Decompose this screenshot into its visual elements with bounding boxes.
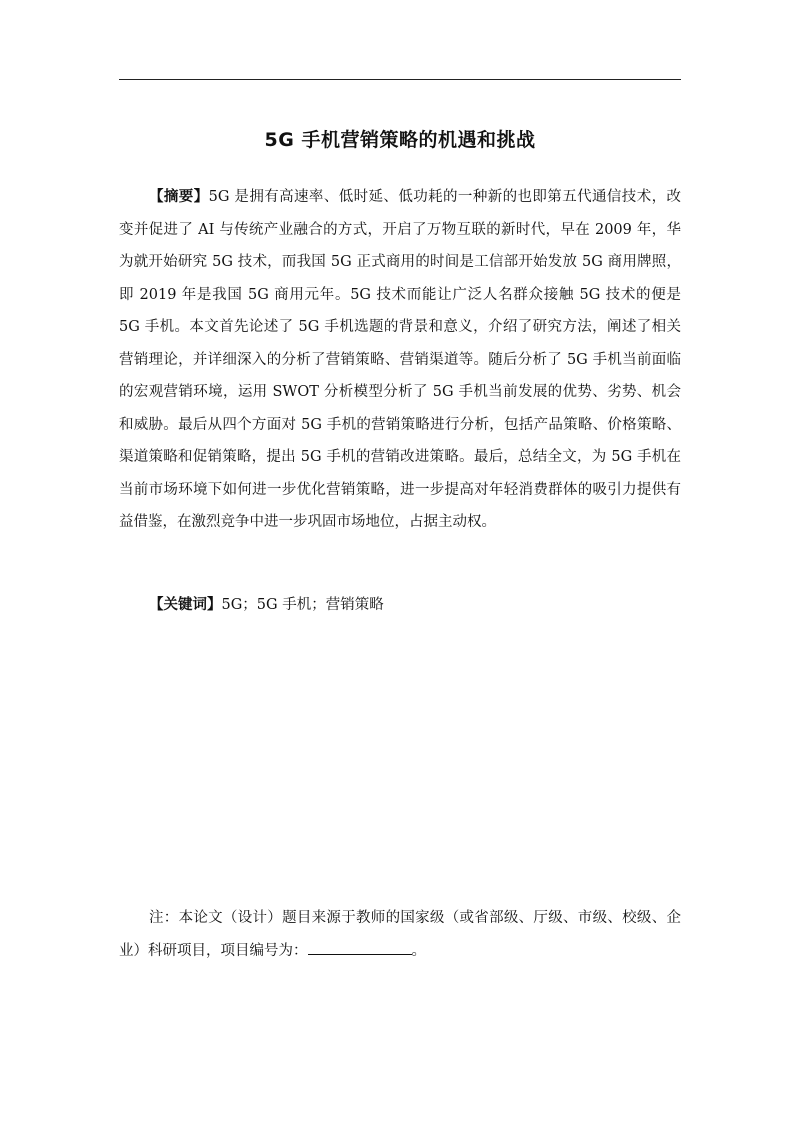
keywords-label: 【关键词】 — [149, 597, 222, 613]
abstract-text: 5G 是拥有高速率、低时延、低功耗的一种新的也即第五代通信技术，改变并促进了 AI 与传统产业融合的方式，开启了万物互联的新时代，早在 2009 年，华为就开始研究 5G 技术，而我国 5G 正式商用的时间是工信部开始发放 5G 商用牌照，即 2019 年是我国 5G 商用元年。5G 技术而能让广泛人名群众接触 5G 技术的便是 5G 手机。本文首先论述了 5G 手机选题的背景和意义，介绍了研究方法，阐述了相关营销理论，并详细深入的分析了营销策略、营销渠道等。随后分析了 5G 手机当前面临的宏观营销环境，运用 SWOT 分析模型分析了 5G 手机当前发展的优势、劣势、机会和威胁。最后从四个方面对 5G 手机的营销策略进行分析，包括产品策略、价格策略、渠道策略和促销策略，提出 5G 手机的营销改进策略。最后，总结全文，为 5G 手机在当前市场环境下如何进一步优化营销策略，进一步提高对年轻消费群体的吸引力提供有益借鉴，在激烈竞争中进一步巩固市场地位，占据主动权。 — [119, 189, 682, 530]
project-number-blank — [308, 940, 412, 955]
abstract-paragraph — [119, 181, 681, 539]
document-title: 5G 手机营销策略的机遇和挑战 — [264, 129, 536, 151]
source-note — [119, 902, 681, 968]
source-note-end: 。 — [411, 943, 426, 959]
source-note-text: 注：本论文（设计）题目来源于教师的国家级（或省部级、厅级、市级、校级、企业）科研项目，项目编号为： — [119, 910, 681, 959]
keywords-text: 5G；5G 手机；营销策略 — [221, 597, 384, 613]
abstract-label: 【摘要】 — [149, 189, 209, 205]
header-rule — [119, 79, 681, 80]
keywords-paragraph — [119, 589, 681, 621]
